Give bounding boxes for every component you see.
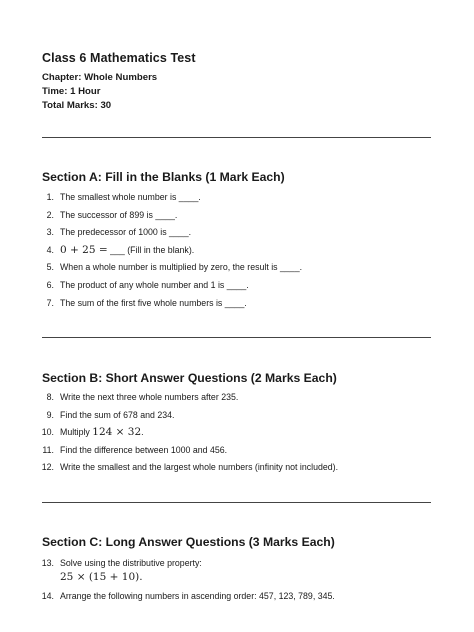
divider [42,502,431,503]
question-number: 8. [46,392,54,402]
question-text: When a whole number is multiplied by zero, the result is ____. [60,262,303,273]
question-number: 13. [41,558,54,568]
question-text: Write the smallest and the largest whole numbers (infinity not included). [60,462,339,473]
question-number: 3. [46,227,54,238]
math-expression: 0 + 25 = [60,243,108,256]
question-item [30,207,440,225]
section-b-list [30,389,440,477]
section-a-title: Section A: Fill in the Blanks (1 Mark Each) [42,170,285,184]
question-number: 1. [46,192,54,202]
section-a-list [30,189,440,312]
question-text: The sum of the first five whole numbers is ____. [60,297,247,308]
question-text: The product of any whole number and 1 is ____. [60,279,249,290]
question-item [30,295,440,313]
math-expression: 124 × 32 [92,426,142,439]
question-number: 9. [46,409,54,420]
question-number: 4. [46,244,54,255]
question-number: 6. [46,279,54,290]
question-text: Find the sum of 678 and 234. [60,409,175,420]
question-item [30,224,440,242]
time-line: Time: 1 Hour [42,86,101,97]
question-item [30,389,440,407]
question-suffix: . [141,427,144,438]
question-text: The successor of 899 is ____. [60,209,178,220]
question-number: 11. [42,444,54,455]
section-c-title: Section C: Long Answer Questions (3 Marks Each) [42,535,335,549]
question-item [30,588,440,606]
question-item [30,189,440,207]
question-item [30,459,440,477]
section-c-list [30,555,440,606]
question-item [30,259,440,277]
question-text: The smallest whole number is ____. [60,192,201,202]
question-item [30,424,440,442]
question-text: Solve using the distributive property: [60,558,202,568]
math-expression: 25 × (15 + 10). [60,571,143,583]
question-item [30,242,440,260]
question-item [30,407,440,425]
question-number: 14. [41,591,54,601]
total-marks-line: Total Marks: 30 [42,100,112,111]
question-number: 10. [41,427,54,438]
question-text: Find the difference between 1000 and 456. [60,444,228,455]
question-item [30,277,440,295]
question-item [30,442,440,460]
chapter-line: Chapter: Whole Numbers [42,72,158,83]
page-title: Class 6 Mathematics Test [42,51,196,65]
question-text: Multiply [60,427,93,438]
question-text: The predecessor of 1000 is ____. [60,227,192,238]
question-text: Arrange the following numbers in ascending order: 457, 123, 789, 345. [60,591,335,601]
divider [42,137,431,138]
question-number: 2. [46,209,54,220]
question-item [30,555,440,588]
question-text: Write the next three whole numbers after 235. [60,392,239,402]
question-text: ___ (Fill in the blank). [107,244,195,255]
divider [42,337,431,338]
question-number: 7. [46,297,54,308]
question-number: 12. [41,462,54,473]
question-number: 5. [46,262,54,273]
section-b-title: Section B: Short Answer Questions (2 Marks Each) [42,371,337,385]
